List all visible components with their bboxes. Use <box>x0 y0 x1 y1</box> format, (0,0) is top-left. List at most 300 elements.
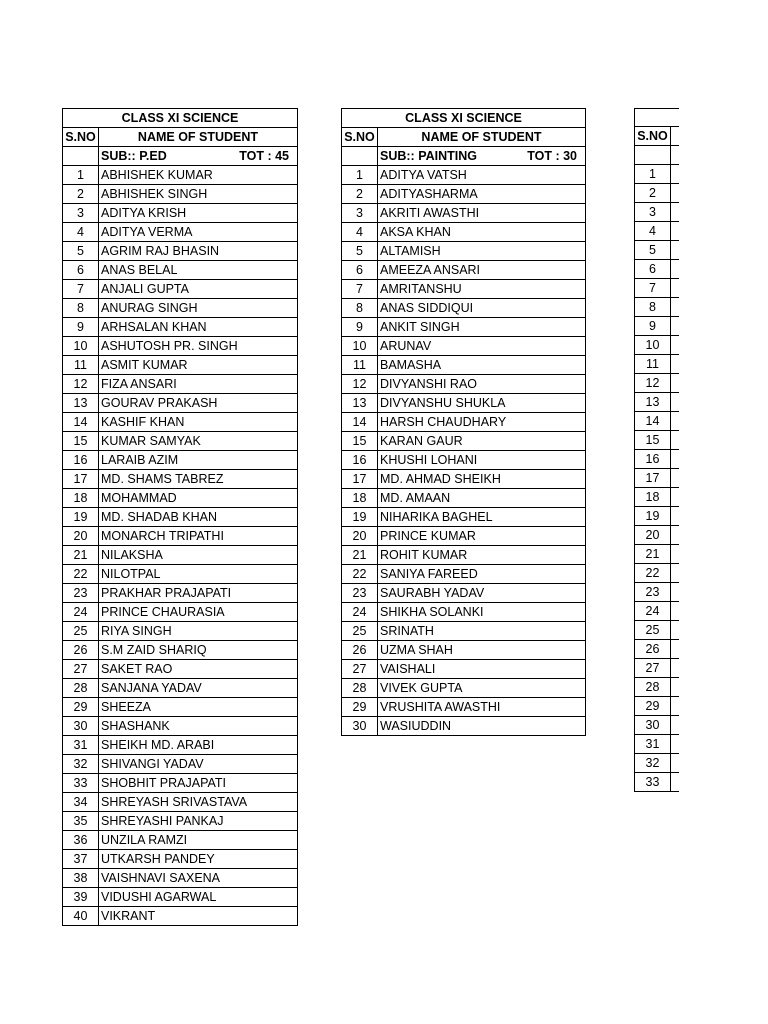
table-row <box>342 717 586 736</box>
table-row <box>63 888 298 907</box>
serial-number: 8 <box>635 297 671 316</box>
student-name: ANAS BELAL <box>99 261 298 280</box>
student-name: ABHISHEK KUMAR <box>99 166 298 185</box>
serial-number: 6 <box>635 259 671 278</box>
painting-student-table <box>341 108 586 736</box>
table-row <box>635 411 680 430</box>
table-row <box>342 698 586 717</box>
student-name: VAISHALI <box>378 660 586 679</box>
table-row <box>63 451 298 470</box>
table-row <box>635 620 680 639</box>
table-row <box>63 565 298 584</box>
student-name: WASIUDDIN <box>378 717 586 736</box>
table-row <box>63 527 298 546</box>
serial-number: 4 <box>63 223 99 242</box>
serial-number: 30 <box>635 715 671 734</box>
subject-row <box>342 147 586 166</box>
table-row <box>63 261 298 280</box>
serial-number: 36 <box>63 831 99 850</box>
table-row <box>635 392 680 411</box>
table-row <box>63 717 298 736</box>
name-header: NAME OF STUDENT <box>378 128 586 147</box>
serial-number: 16 <box>635 449 671 468</box>
student-name-blank <box>671 164 680 183</box>
serial-number: 14 <box>342 413 378 432</box>
table-row <box>63 755 298 774</box>
student-name: BAMASHA <box>378 356 586 375</box>
student-name-blank <box>671 240 680 259</box>
class-title-row <box>342 109 586 128</box>
student-name: UTKARSH PANDEY <box>99 850 298 869</box>
student-name: SHREYASHI PANKAJ <box>99 812 298 831</box>
serial-number: 27 <box>342 660 378 679</box>
table-row <box>635 601 680 620</box>
serial-number: 4 <box>635 221 671 240</box>
student-name: ABHISHEK SINGH <box>99 185 298 204</box>
table-row <box>342 660 586 679</box>
table-row <box>635 563 680 582</box>
serial-number: 18 <box>635 487 671 506</box>
serial-number: 19 <box>342 508 378 527</box>
student-name-blank <box>671 772 680 791</box>
class-title-blank <box>635 109 680 127</box>
student-name: ANKIT SINGH <box>378 318 586 337</box>
table-row <box>342 261 586 280</box>
student-name-blank <box>671 392 680 411</box>
student-name: ANJALI GUPTA <box>99 280 298 299</box>
table-row <box>342 603 586 622</box>
serial-number: 11 <box>342 356 378 375</box>
student-name: SANJANA YADAV <box>99 679 298 698</box>
student-name: PRINCE CHAURASIA <box>99 603 298 622</box>
student-name: ADITYASHARMA <box>378 185 586 204</box>
serial-number: 2 <box>342 185 378 204</box>
table-row <box>635 753 680 772</box>
third-table-partial <box>634 108 679 808</box>
serial-number: 24 <box>635 601 671 620</box>
table-row <box>63 508 298 527</box>
class-title-row <box>63 109 298 128</box>
serial-number: 1 <box>63 166 99 185</box>
student-name: SHIVANGI YADAV <box>99 755 298 774</box>
serial-number: 13 <box>63 394 99 413</box>
serial-number: 19 <box>63 508 99 527</box>
student-name: VIKRANT <box>99 907 298 926</box>
serial-number: 14 <box>63 413 99 432</box>
serial-number: 33 <box>635 772 671 791</box>
student-name: ARHSALAN KHAN <box>99 318 298 337</box>
class-title-row <box>635 109 680 127</box>
serial-number: 24 <box>63 603 99 622</box>
student-name-blank <box>671 563 680 582</box>
subject-cell <box>99 147 298 166</box>
student-name: ANAS SIDDIQUI <box>378 299 586 318</box>
subject-blank <box>63 147 99 166</box>
serial-number: 39 <box>63 888 99 907</box>
table-row <box>635 278 680 297</box>
serial-number: 16 <box>342 451 378 470</box>
class-title: CLASS XI SCIENCE <box>63 109 298 128</box>
table-row <box>635 240 680 259</box>
serial-number: 17 <box>342 470 378 489</box>
table-row <box>635 696 680 715</box>
student-name: MOHAMMAD <box>99 489 298 508</box>
serial-number: 38 <box>63 869 99 888</box>
serial-number: 10 <box>342 337 378 356</box>
serial-number: 10 <box>635 335 671 354</box>
table-row <box>342 280 586 299</box>
serial-number: 15 <box>63 432 99 451</box>
table-row <box>635 430 680 449</box>
serial-number: 33 <box>63 774 99 793</box>
table-row <box>342 470 586 489</box>
student-name: MD. SHAMS TABREZ <box>99 470 298 489</box>
table-row <box>63 356 298 375</box>
serial-number: 31 <box>63 736 99 755</box>
student-name-blank <box>671 297 680 316</box>
student-name-blank <box>671 316 680 335</box>
table-row <box>63 375 298 394</box>
total-label: TOT : 30 <box>527 149 577 163</box>
table-row <box>63 242 298 261</box>
table-row <box>635 354 680 373</box>
serial-number: 31 <box>635 734 671 753</box>
table-row <box>63 546 298 565</box>
table-row <box>63 831 298 850</box>
table-row <box>63 185 298 204</box>
student-name: SHEEZA <box>99 698 298 717</box>
student-name-blank <box>671 411 680 430</box>
header-row <box>63 128 298 147</box>
header-row <box>635 127 680 146</box>
table-row <box>635 772 680 791</box>
serial-number: 27 <box>63 660 99 679</box>
student-name: KARAN GAUR <box>378 432 586 451</box>
serial-number: 37 <box>63 850 99 869</box>
student-name-blank <box>671 734 680 753</box>
serial-number: 30 <box>342 717 378 736</box>
serial-number: 10 <box>63 337 99 356</box>
student-name-blank <box>671 335 680 354</box>
table-row <box>342 641 586 660</box>
serial-number: 3 <box>63 204 99 223</box>
student-name: ADITYA VERMA <box>99 223 298 242</box>
serial-number: 21 <box>63 546 99 565</box>
serial-number: 27 <box>635 658 671 677</box>
student-name: AKRITI AWASTHI <box>378 204 586 223</box>
table-row <box>342 318 586 337</box>
table-row <box>63 394 298 413</box>
serial-number: 12 <box>63 375 99 394</box>
table-row <box>635 506 680 525</box>
student-name-blank <box>671 221 680 240</box>
table-row <box>63 603 298 622</box>
table-row <box>342 508 586 527</box>
serial-number: 28 <box>63 679 99 698</box>
student-name-blank <box>671 601 680 620</box>
student-name: VRUSHITA AWASTHI <box>378 698 586 717</box>
table-row <box>63 280 298 299</box>
student-name-blank <box>671 658 680 677</box>
serial-number: 35 <box>63 812 99 831</box>
table-row <box>342 223 586 242</box>
serial-number: 21 <box>635 544 671 563</box>
table-row <box>63 793 298 812</box>
student-name-blank <box>671 639 680 658</box>
subject-cell-blank <box>671 146 680 164</box>
serial-number: 22 <box>63 565 99 584</box>
table-row <box>342 451 586 470</box>
student-name: ASMIT KUMAR <box>99 356 298 375</box>
student-name: DIVYANSHU SHUKLA <box>378 394 586 413</box>
table-row <box>342 432 586 451</box>
table-row <box>635 582 680 601</box>
subject-label: SUB:: PAINTING <box>380 149 477 163</box>
serial-number: 23 <box>635 582 671 601</box>
serial-number: 24 <box>342 603 378 622</box>
table-row <box>63 698 298 717</box>
serial-number: 28 <box>342 679 378 698</box>
student-name-blank <box>671 278 680 297</box>
student-name-blank <box>671 449 680 468</box>
serial-number: 6 <box>63 261 99 280</box>
table-row <box>63 413 298 432</box>
serial-number: 22 <box>635 563 671 582</box>
serial-number: 7 <box>342 280 378 299</box>
table-row <box>635 221 680 240</box>
serial-number: 1 <box>342 166 378 185</box>
table-row <box>63 812 298 831</box>
name-header-blank <box>671 127 680 146</box>
serial-number: 23 <box>342 584 378 603</box>
table-row <box>63 223 298 242</box>
student-name: ANURAG SINGH <box>99 299 298 318</box>
student-name: KASHIF KHAN <box>99 413 298 432</box>
serial-number: 6 <box>342 261 378 280</box>
serial-number: 4 <box>342 223 378 242</box>
student-name: SHOBHIT PRAJAPATI <box>99 774 298 793</box>
serial-number: 32 <box>635 753 671 772</box>
student-name: FIZA ANSARI <box>99 375 298 394</box>
table-row <box>635 544 680 563</box>
student-name: SRINATH <box>378 622 586 641</box>
student-name: KHUSHI LOHANI <box>378 451 586 470</box>
table-row <box>342 204 586 223</box>
total-label: TOT : 45 <box>239 149 289 163</box>
serial-number: 15 <box>342 432 378 451</box>
table-row <box>63 736 298 755</box>
student-name: MD. AMAAN <box>378 489 586 508</box>
serial-number: 26 <box>63 641 99 660</box>
student-name: ROHIT KUMAR <box>378 546 586 565</box>
serial-number: 26 <box>342 641 378 660</box>
serial-number: 9 <box>342 318 378 337</box>
serial-number: 32 <box>63 755 99 774</box>
table-row <box>342 546 586 565</box>
student-name: AMEEZA ANSARI <box>378 261 586 280</box>
serial-number: 15 <box>635 430 671 449</box>
subject-row <box>635 146 680 164</box>
student-name: SHEIKH MD. ARABI <box>99 736 298 755</box>
serial-number: 20 <box>635 525 671 544</box>
table-row <box>342 527 586 546</box>
student-name-blank <box>671 430 680 449</box>
sno-header: S.NO <box>635 127 671 146</box>
table-row <box>63 907 298 926</box>
serial-number: 30 <box>63 717 99 736</box>
serial-number: 8 <box>63 299 99 318</box>
table-row <box>342 299 586 318</box>
serial-number: 16 <box>63 451 99 470</box>
student-name: AMRITANSHU <box>378 280 586 299</box>
student-name-blank <box>671 259 680 278</box>
table-row <box>635 525 680 544</box>
student-name-blank <box>671 354 680 373</box>
student-name-blank <box>671 506 680 525</box>
name-header: NAME OF STUDENT <box>99 128 298 147</box>
serial-number: 17 <box>635 468 671 487</box>
student-name: SAKET RAO <box>99 660 298 679</box>
serial-number: 9 <box>63 318 99 337</box>
table-row <box>635 373 680 392</box>
table-row <box>635 734 680 753</box>
serial-number: 7 <box>635 278 671 297</box>
serial-number: 29 <box>63 698 99 717</box>
serial-number: 20 <box>342 527 378 546</box>
table-row <box>63 584 298 603</box>
table-row <box>635 335 680 354</box>
student-name: ALTAMISH <box>378 242 586 261</box>
table-row <box>63 318 298 337</box>
student-name: NILAKSHA <box>99 546 298 565</box>
table-row <box>635 449 680 468</box>
table-row <box>342 185 586 204</box>
table-row <box>635 202 680 221</box>
table-row <box>635 487 680 506</box>
student-name: MD. SHADAB KHAN <box>99 508 298 527</box>
table-row <box>342 337 586 356</box>
table-row <box>63 660 298 679</box>
serial-number: 3 <box>342 204 378 223</box>
serial-number: 7 <box>63 280 99 299</box>
student-name: SANIYA FAREED <box>378 565 586 584</box>
table-row <box>635 297 680 316</box>
serial-number: 11 <box>635 354 671 373</box>
serial-number: 26 <box>635 639 671 658</box>
serial-number: 25 <box>63 622 99 641</box>
table-row <box>342 394 586 413</box>
serial-number: 21 <box>342 546 378 565</box>
serial-number: 13 <box>635 392 671 411</box>
serial-number: 18 <box>342 489 378 508</box>
student-name: ADITYA VATSH <box>378 166 586 185</box>
student-name: SHIKHA SOLANKI <box>378 603 586 622</box>
table-row <box>635 715 680 734</box>
serial-number: 14 <box>635 411 671 430</box>
serial-number: 12 <box>342 375 378 394</box>
table-row <box>63 299 298 318</box>
table-row <box>635 164 680 183</box>
student-name: NILOTPAL <box>99 565 298 584</box>
table-row <box>63 470 298 489</box>
student-name-blank <box>671 620 680 639</box>
student-name: ARUNAV <box>378 337 586 356</box>
serial-number: 12 <box>635 373 671 392</box>
student-name: UNZILA RAMZI <box>99 831 298 850</box>
table-row <box>635 639 680 658</box>
student-name: GOURAV PRAKASH <box>99 394 298 413</box>
student-name: HARSH CHAUDHARY <box>378 413 586 432</box>
serial-number: 5 <box>342 242 378 261</box>
serial-number: 2 <box>63 185 99 204</box>
student-name: S.M ZAID SHARIQ <box>99 641 298 660</box>
table-row <box>342 242 586 261</box>
serial-number: 18 <box>63 489 99 508</box>
student-name-blank <box>671 487 680 506</box>
student-name-blank <box>671 468 680 487</box>
subject-blank <box>342 147 378 166</box>
student-name: PRINCE KUMAR <box>378 527 586 546</box>
student-name: KUMAR SAMYAK <box>99 432 298 451</box>
serial-number: 11 <box>63 356 99 375</box>
student-name: MONARCH TRIPATHI <box>99 527 298 546</box>
serial-number: 28 <box>635 677 671 696</box>
serial-number: 40 <box>63 907 99 926</box>
serial-number: 3 <box>635 202 671 221</box>
student-name-blank <box>671 183 680 202</box>
serial-number: 20 <box>63 527 99 546</box>
subject-row <box>63 147 298 166</box>
student-name: VIVEK GUPTA <box>378 679 586 698</box>
serial-number: 5 <box>63 242 99 261</box>
student-name-blank <box>671 373 680 392</box>
student-name-blank <box>671 582 680 601</box>
student-name-blank <box>671 715 680 734</box>
student-name: RIYA SINGH <box>99 622 298 641</box>
student-name: UZMA SHAH <box>378 641 586 660</box>
sno-header: S.NO <box>63 128 99 147</box>
student-name: VIDUSHI AGARWAL <box>99 888 298 907</box>
table-row <box>342 375 586 394</box>
table-row <box>342 584 586 603</box>
student-name: PRAKHAR PRAJAPATI <box>99 584 298 603</box>
table-row <box>63 869 298 888</box>
serial-number: 25 <box>635 620 671 639</box>
table-row <box>342 413 586 432</box>
serial-number: 25 <box>342 622 378 641</box>
subject-label: SUB:: P.ED <box>101 149 167 163</box>
student-name-blank <box>671 696 680 715</box>
table-row <box>342 166 586 185</box>
table-row <box>63 641 298 660</box>
serial-number: 29 <box>635 696 671 715</box>
serial-number: 9 <box>635 316 671 335</box>
serial-number: 19 <box>635 506 671 525</box>
student-name-blank <box>671 753 680 772</box>
subject-blank <box>635 146 671 164</box>
sno-header: S.NO <box>342 128 378 147</box>
student-name: SHASHANK <box>99 717 298 736</box>
table-row <box>342 565 586 584</box>
table-row <box>635 259 680 278</box>
student-name: AKSA KHAN <box>378 223 586 242</box>
table-row <box>342 622 586 641</box>
serial-number: 29 <box>342 698 378 717</box>
serial-number: 23 <box>63 584 99 603</box>
table-row <box>63 489 298 508</box>
table-row <box>635 658 680 677</box>
student-name-blank <box>671 525 680 544</box>
